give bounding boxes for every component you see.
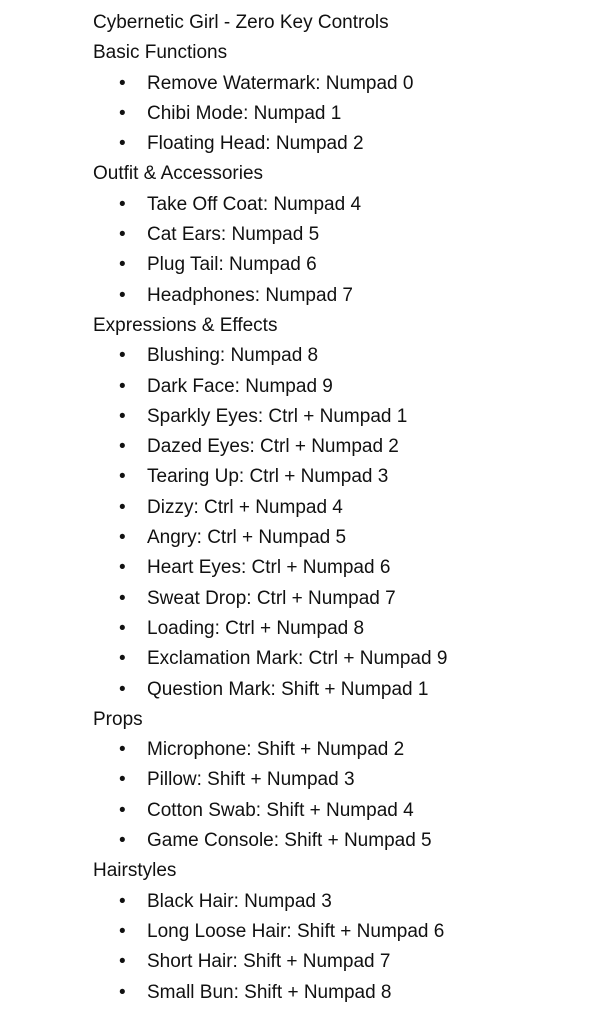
list-item — [93, 69, 593, 99]
list-item-text: Loading: Ctrl + Numpad 8 — [147, 617, 365, 639]
bullet: • — [119, 133, 126, 155]
list-item-text: Cotton Swab: Shift + Numpad 4 — [147, 799, 414, 821]
list-item-text: Heart Eyes: Ctrl + Numpad 6 — [147, 557, 391, 579]
list-item — [93, 644, 593, 674]
section-heading: Props — [93, 708, 143, 730]
list-item-text: Angry: Ctrl + Numpad 5 — [147, 527, 347, 549]
list-item-text: Small Bun: Shift + Numpad 8 — [147, 981, 392, 1003]
bullet: • — [119, 496, 126, 518]
section-heading: Expressions & Effects — [93, 314, 278, 336]
list-item-text: Plug Tail: Numpad 6 — [147, 254, 317, 276]
bullet: • — [119, 769, 126, 791]
list-item — [93, 675, 593, 705]
list-item — [93, 341, 593, 371]
bullet: • — [119, 405, 126, 427]
list-item — [93, 826, 593, 856]
section-heading: Basic Functions — [93, 42, 228, 64]
list-item-text: Sparkly Eyes: Ctrl + Numpad 1 — [147, 405, 408, 427]
list-item — [93, 978, 593, 1008]
document-title: Cybernetic Girl - Zero Key Controls — [93, 12, 389, 33]
list-item-text: Long Loose Hair: Shift + Numpad 6 — [147, 920, 445, 942]
list-item-text: Floating Head: Numpad 2 — [147, 133, 364, 155]
list-item-text: Take Off Coat: Numpad 4 — [147, 193, 362, 215]
list-item-text: Headphones: Numpad 7 — [147, 284, 353, 306]
section-heading: Outfit & Accessories — [93, 163, 264, 185]
list-item — [93, 947, 593, 977]
list-item-text: Microphone: Shift + Numpad 2 — [147, 739, 405, 761]
bullet: • — [119, 345, 126, 367]
list-item — [93, 584, 593, 614]
list-item-text: Chibi Mode: Numpad 1 — [147, 102, 342, 124]
list-item — [93, 735, 593, 765]
list-item — [93, 281, 593, 311]
list-item-text: Sweat Drop: Ctrl + Numpad 7 — [147, 587, 396, 609]
bullet: • — [119, 375, 126, 397]
list-item-text: Game Console: Shift + Numpad 5 — [147, 830, 432, 852]
bullet: • — [119, 587, 126, 609]
list-item-text: Question Mark: Shift + Numpad 1 — [147, 678, 429, 700]
bullet: • — [119, 72, 126, 94]
list-item — [93, 432, 593, 462]
list-item — [93, 462, 593, 492]
list-item-text: Tearing Up: Ctrl + Numpad 3 — [147, 466, 389, 488]
bullet: • — [119, 466, 126, 488]
bullet: • — [119, 193, 126, 215]
bullet: • — [119, 436, 126, 458]
bullet: • — [119, 981, 126, 1003]
bullet: • — [119, 739, 126, 761]
list-item — [93, 765, 593, 795]
list-item — [93, 99, 593, 129]
list-item-text: Cat Ears: Numpad 5 — [147, 224, 320, 246]
list-item — [93, 372, 593, 402]
list-item-text: Remove Watermark: Numpad 0 — [147, 72, 414, 94]
bullet: • — [119, 527, 126, 549]
list-item-text: Black Hair: Numpad 3 — [147, 890, 332, 912]
list-item-text: Exclamation Mark: Ctrl + Numpad 9 — [147, 648, 448, 670]
list-item — [93, 250, 593, 280]
list-item-text: Dazed Eyes: Ctrl + Numpad 2 — [147, 436, 399, 458]
list-item — [93, 220, 593, 250]
list-item-text: Dark Face: Numpad 9 — [147, 375, 333, 397]
bullet: • — [119, 102, 126, 124]
bullet: • — [119, 799, 126, 821]
list-item-text: Short Hair: Shift + Numpad 7 — [147, 951, 391, 973]
list-item — [93, 887, 593, 917]
bullet: • — [119, 224, 126, 246]
list-item — [93, 190, 593, 220]
bullet: • — [119, 617, 126, 639]
bullet: • — [119, 557, 126, 579]
list-item-text: Pillow: Shift + Numpad 3 — [147, 769, 355, 791]
list-item — [93, 553, 593, 583]
bullet: • — [119, 830, 126, 852]
bullet: • — [119, 284, 126, 306]
bullet: • — [119, 920, 126, 942]
list-item — [93, 614, 593, 644]
bullet: • — [119, 951, 126, 973]
list-item — [93, 129, 593, 159]
list-item — [93, 917, 593, 947]
list-item — [93, 493, 593, 523]
bullet: • — [119, 254, 126, 276]
list-item — [93, 796, 593, 826]
section-heading: Hairstyles — [93, 860, 177, 882]
bullet: • — [119, 648, 126, 670]
list-item — [93, 402, 593, 432]
list-item-text: Blushing: Numpad 8 — [147, 345, 319, 367]
controls-document — [93, 8, 593, 1008]
bullet: • — [119, 890, 126, 912]
list-item — [93, 523, 593, 553]
list-item-text: Dizzy: Ctrl + Numpad 4 — [147, 496, 343, 518]
bullet: • — [119, 678, 126, 700]
